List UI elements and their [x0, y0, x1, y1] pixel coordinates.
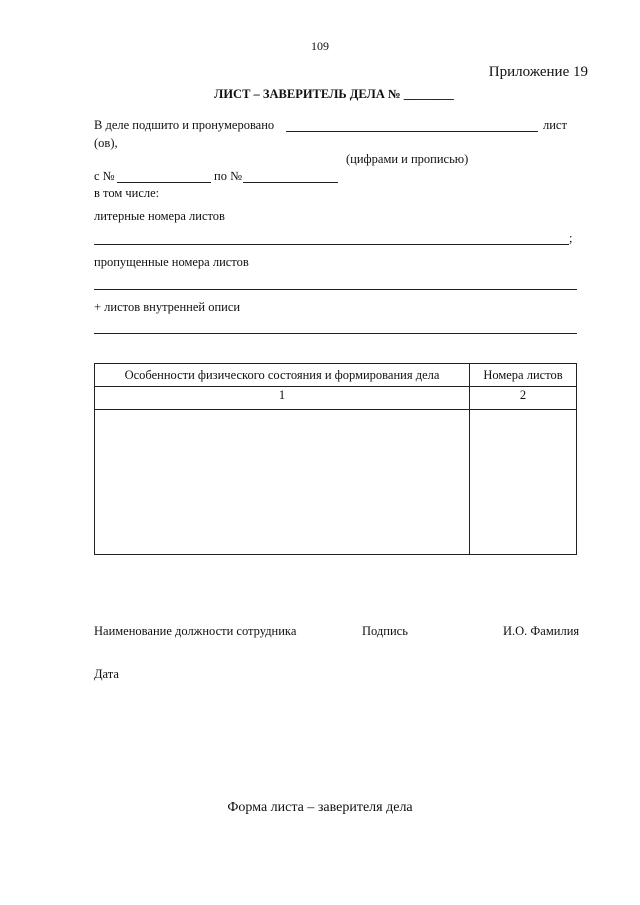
including-label: в том числе: [94, 186, 160, 200]
sheets-suffix: (ов), [94, 136, 118, 150]
column-number-2: 2 [470, 387, 577, 410]
date-label: Дата [94, 667, 119, 681]
digits-hint: (цифрами и прописью) [346, 152, 469, 166]
sheet-numbers-cell[interactable] [470, 410, 577, 555]
document-title: ЛИСТ – ЗАВЕРИТЕЛЬ ДЕЛА № ________ [214, 87, 454, 101]
inner-inventory-field[interactable] [94, 333, 577, 334]
signature-label: Подпись [362, 624, 408, 638]
letter-numbers-semicolon: ; [569, 231, 573, 245]
sheets-word: лист [543, 118, 567, 132]
letter-numbers-field[interactable] [94, 244, 569, 245]
inner-inventory-label: + листов внутренней описи [94, 300, 241, 314]
table-row [95, 410, 577, 555]
numbered-label: В деле подшито и пронумеровано [94, 118, 275, 132]
column-header-sheet-numbers: Номера листов [470, 364, 577, 387]
to-number-field[interactable] [243, 182, 338, 183]
missing-numbers-field[interactable] [94, 289, 577, 290]
column-number-1: 1 [95, 387, 470, 410]
to-label: по № [214, 169, 242, 183]
missing-numbers-label: пропущенные номера листов [94, 255, 249, 269]
page-number: 109 [311, 39, 329, 53]
from-label: с № [94, 169, 115, 183]
features-cell[interactable] [95, 410, 470, 555]
sheets-table [94, 363, 577, 555]
letter-numbers-label: литерные номера листов [94, 209, 225, 223]
sheets-count-field[interactable] [286, 131, 538, 132]
form-caption: Форма листа – заверителя дела [227, 800, 413, 815]
from-number-field[interactable] [117, 182, 211, 183]
name-label: И.О. Фамилия [503, 624, 580, 638]
table-number-row [95, 387, 577, 410]
appendix-label: Приложение 19 [488, 64, 588, 80]
position-label: Наименование должности сотрудника [94, 624, 297, 638]
table-header-row [95, 364, 577, 387]
column-header-features: Особенности физического состояния и формирования дела [95, 364, 470, 387]
